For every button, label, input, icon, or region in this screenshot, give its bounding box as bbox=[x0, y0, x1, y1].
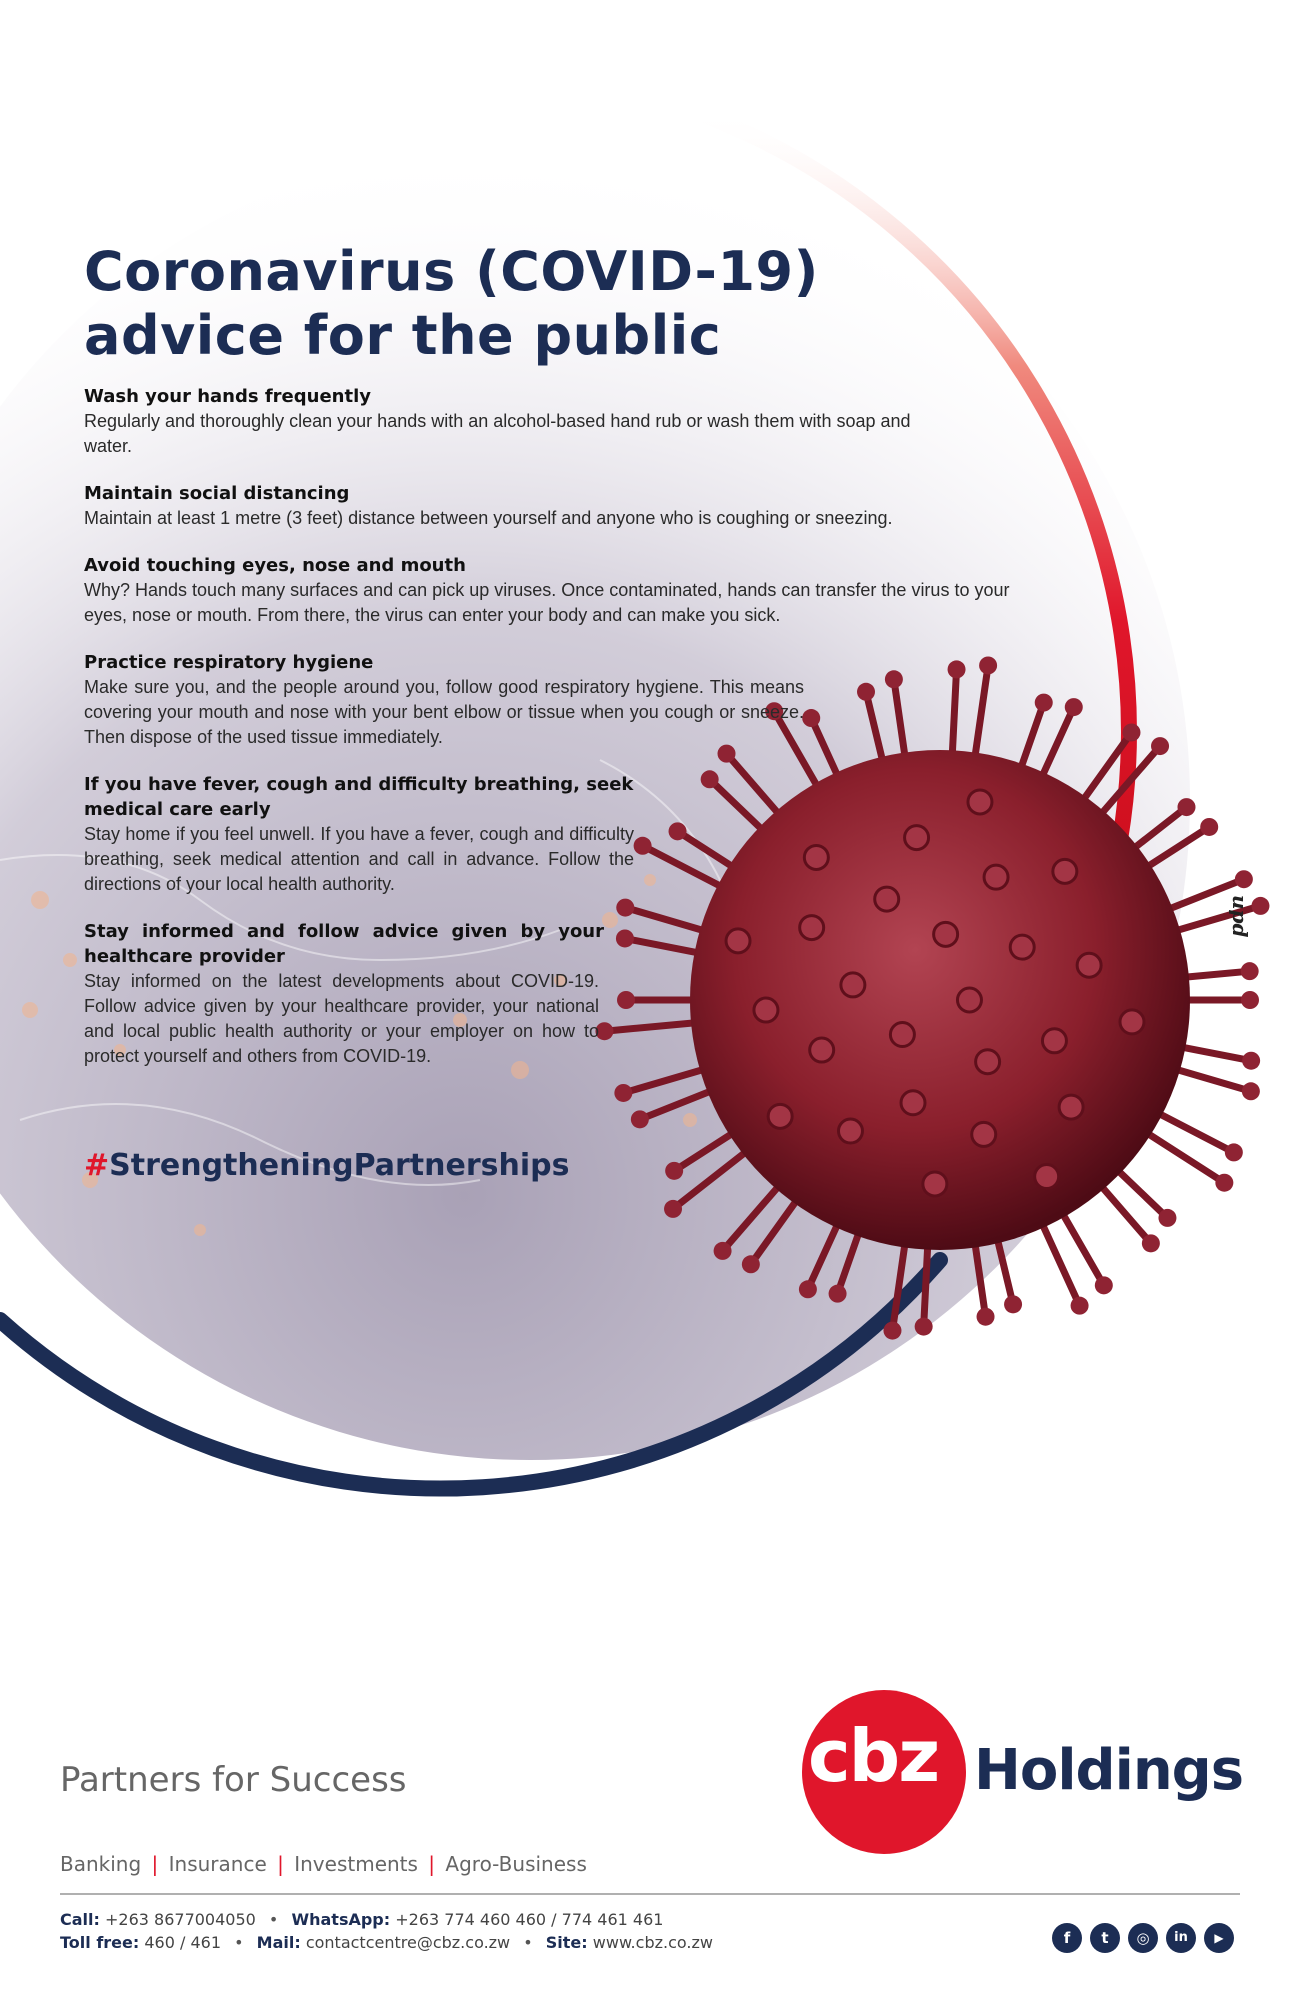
youtube-icon[interactable]: ▶ bbox=[1204, 1923, 1234, 1953]
virus-spike-tip bbox=[664, 1200, 682, 1218]
virus-spike-tip bbox=[1158, 1209, 1176, 1227]
hashtag-symbol: # bbox=[84, 1148, 110, 1183]
virus-surface-spike bbox=[901, 1091, 925, 1115]
virus-spike-tip bbox=[1142, 1234, 1160, 1252]
section-heading: Maintain social distancing bbox=[84, 483, 350, 504]
virus-spike-tip bbox=[1177, 798, 1195, 816]
contact-line-1 bbox=[60, 1910, 663, 1929]
tollfree-label: Toll free: bbox=[60, 1933, 140, 1952]
virus-spike-tip bbox=[829, 1285, 847, 1303]
site-link[interactable]: www.cbz.co.zw bbox=[592, 1933, 713, 1952]
virus-spike bbox=[1179, 971, 1250, 978]
logo-wordmark: Holdings bbox=[974, 1738, 1244, 1803]
whatsapp-label: WhatsApp: bbox=[291, 1910, 391, 1929]
virus-spike-tip bbox=[1242, 1082, 1260, 1100]
linkedin-icon[interactable]: in bbox=[1166, 1923, 1196, 1953]
tagline: Partners for Success bbox=[60, 1760, 407, 1800]
tollfree-number[interactable]: 460 / 461 bbox=[144, 1933, 222, 1952]
call-number[interactable]: +263 8677004050 bbox=[105, 1910, 256, 1929]
hashtag bbox=[84, 1148, 569, 1183]
advice-section bbox=[84, 384, 1014, 459]
side-initials: upd bbox=[1228, 895, 1252, 938]
title-line-2: advice for the public bbox=[84, 304, 722, 367]
virus-spike-tip bbox=[1241, 962, 1259, 980]
virus-spike bbox=[1176, 1046, 1252, 1061]
virus-spike-tip bbox=[1215, 1174, 1233, 1192]
logo-mark: cbz bbox=[808, 1714, 939, 1798]
separator: | bbox=[428, 1852, 436, 1876]
virus-spike bbox=[1170, 1068, 1251, 1092]
virus-spike-tip bbox=[665, 1162, 683, 1180]
virus-surface-spike bbox=[1059, 1095, 1083, 1119]
virus-spike-tip bbox=[1071, 1297, 1089, 1315]
virus-spike-tip bbox=[1151, 737, 1169, 755]
virus-surface-spike bbox=[1077, 953, 1101, 977]
page-title bbox=[84, 240, 1014, 368]
virus-spike-tip bbox=[631, 1110, 649, 1128]
virus-surface-spike bbox=[923, 1172, 947, 1196]
virus-spike-tip bbox=[714, 1242, 732, 1260]
virus-surface-spike bbox=[1120, 1010, 1144, 1034]
section-body: Why? Hands touch many surfaces and can pick up viruses. Once contaminated, hands can transfer the virus to your eyes, nose or mouth. From there, the virus can enter your body and can make you sick. bbox=[84, 580, 1010, 625]
virus-spike-tip bbox=[1251, 897, 1269, 915]
section-heading: If you have fever, cough and difficulty breathing, seek medical care early bbox=[84, 774, 634, 820]
contact-line-2 bbox=[60, 1933, 713, 1952]
whatsapp-number[interactable]: +263 774 460 460 / 774 461 461 bbox=[395, 1910, 664, 1929]
virus-spike-tip bbox=[742, 1255, 760, 1273]
virus-spike-tip bbox=[915, 1318, 933, 1336]
section-body: Regularly and thoroughly clean your hands with an alcohol-based hand rub or wash them with soap and water. bbox=[84, 411, 911, 456]
virus-surface-spike bbox=[768, 1104, 792, 1128]
virus-spike-tip bbox=[1065, 698, 1083, 716]
virus-spike-tip bbox=[1004, 1295, 1022, 1313]
bullet: • bbox=[268, 1910, 279, 1929]
business-line: Investments bbox=[294, 1852, 418, 1876]
facebook-icon[interactable]: f bbox=[1052, 1923, 1082, 1953]
mail-label: Mail: bbox=[256, 1933, 301, 1952]
advice-section bbox=[84, 553, 1014, 628]
section-body: Maintain at least 1 metre (3 feet) distance between yourself and anyone who is coughing or sneezing. bbox=[84, 508, 893, 528]
virus-spike-tip bbox=[799, 1280, 817, 1298]
virus-surface-spike bbox=[1042, 1029, 1066, 1053]
virus-spike-tip bbox=[1095, 1276, 1113, 1294]
section-body: Stay informed on the latest developments about COVID-19. Follow advice given by your healthcare provider, your national and local public health authority or your employer on how to protect yourself and others from COVID-19. bbox=[84, 971, 599, 1066]
section-body: Make sure you, and the people around you, follow good respiratory hygiene. This means covering your mouth and nose with your bent elbow or tissue when you cough or sneeze. Then dispose of the used tissue immediately. bbox=[84, 677, 804, 747]
virus-surface-spike bbox=[972, 1122, 996, 1146]
virus-spike-tip bbox=[1035, 694, 1053, 712]
bullet: • bbox=[523, 1933, 533, 1952]
virus-spike-tip bbox=[1225, 1143, 1243, 1161]
virus-surface-spike bbox=[1035, 1165, 1059, 1189]
virus-surface-spike bbox=[1053, 859, 1077, 883]
virus-spike-tip bbox=[1122, 723, 1140, 741]
business-lines bbox=[60, 1852, 587, 1876]
twitter-icon[interactable]: t bbox=[1090, 1923, 1120, 1953]
section-heading: Wash your hands frequently bbox=[84, 386, 371, 407]
bullet: • bbox=[234, 1933, 244, 1952]
hashtag-text: StrengtheningPartnerships bbox=[109, 1148, 570, 1183]
advice-content bbox=[84, 240, 1014, 1069]
advice-section bbox=[84, 481, 1014, 531]
virus-spike-tip bbox=[883, 1322, 901, 1340]
mail-link[interactable]: contactcentre@cbz.co.zw bbox=[305, 1933, 511, 1952]
advice-section bbox=[84, 772, 1014, 897]
separator: | bbox=[151, 1852, 159, 1876]
business-line: Agro-Business bbox=[445, 1852, 587, 1876]
virus-spike-tip bbox=[614, 1084, 632, 1102]
section-body: Stay home if you feel unwell. If you have a fever, cough and difficulty breathing, seek medical attention and call in advance. Follow the directions of your local health authority. bbox=[84, 824, 634, 894]
virus-spike-tip bbox=[977, 1308, 995, 1326]
footer-divider bbox=[60, 1893, 1240, 1895]
section-heading: Stay informed and follow advice given by your healthcare provider bbox=[84, 921, 604, 967]
virus-spike bbox=[924, 1240, 928, 1327]
title-line-1: Coronavirus (COVID-19) bbox=[84, 240, 819, 303]
virus-spike-tip bbox=[1241, 991, 1259, 1009]
advice-section bbox=[84, 650, 1014, 750]
site-label: Site: bbox=[545, 1933, 588, 1952]
instagram-icon[interactable]: ◎ bbox=[1128, 1923, 1158, 1953]
virus-spike-tip bbox=[1242, 1052, 1260, 1070]
business-line: Insurance bbox=[168, 1852, 267, 1876]
advice-section bbox=[84, 919, 1014, 1069]
virus-spike-tip bbox=[1200, 818, 1218, 836]
virus-spike-tip bbox=[1235, 870, 1253, 888]
separator: | bbox=[277, 1852, 284, 1876]
section-heading: Avoid touching eyes, nose and mouth bbox=[84, 555, 466, 576]
section-heading: Practice respiratory hygiene bbox=[84, 652, 374, 673]
call-label: Call: bbox=[60, 1910, 100, 1929]
business-line: Banking bbox=[60, 1852, 142, 1876]
virus-surface-spike bbox=[838, 1119, 862, 1143]
